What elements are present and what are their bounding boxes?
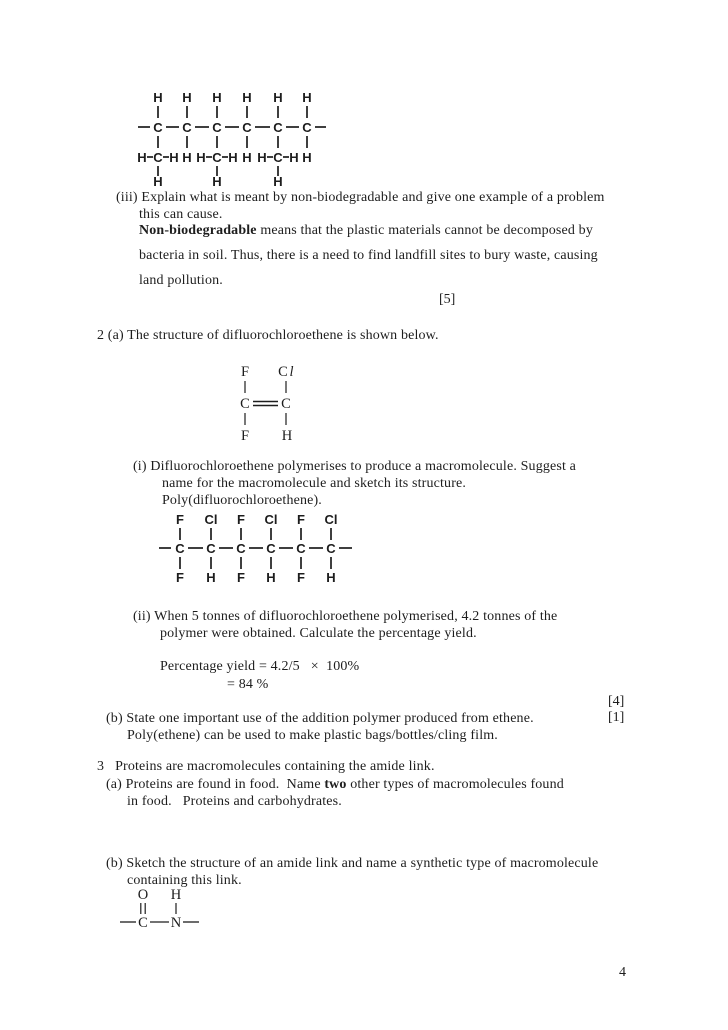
q3a-after-bold: other types of macromolecules found bbox=[346, 777, 564, 792]
atom-c: C bbox=[182, 120, 192, 135]
atom-f: F bbox=[237, 570, 245, 585]
atom-f: F bbox=[297, 570, 305, 585]
q1iii-answer-bold: Non-biodegradable bbox=[139, 223, 257, 238]
atom-c: C bbox=[212, 120, 222, 135]
atom-f: F bbox=[237, 512, 245, 527]
q1iii-question-line1: (iii) Explain what is meant by non-biodegradable and give one example of a problem bbox=[116, 190, 605, 205]
atom-c: C bbox=[281, 396, 291, 412]
atom-h: H bbox=[281, 428, 293, 444]
structure-polydifluorochloroethene bbox=[150, 508, 365, 590]
q2b-line: (b) State one important use of the addition polymer produced from ethene. bbox=[106, 711, 534, 726]
atom-f: F bbox=[176, 512, 184, 527]
atom-f: F bbox=[176, 570, 184, 585]
q1iii-answer-line1 bbox=[139, 222, 593, 239]
atom-f: F bbox=[240, 428, 250, 444]
atom-h: H bbox=[242, 90, 252, 105]
atom-h: H bbox=[228, 150, 238, 165]
atom-h: H bbox=[153, 174, 163, 189]
atom-c: C bbox=[153, 120, 163, 135]
atom-h: H bbox=[182, 150, 192, 165]
atom-cl: Cl bbox=[324, 512, 338, 527]
atom-cl: Cl bbox=[264, 512, 278, 527]
atom-c: C bbox=[175, 541, 185, 556]
q1iii-question-line2: this can cause. bbox=[139, 207, 223, 222]
q1iii-marks: [5] bbox=[439, 292, 456, 307]
atom-c: C bbox=[242, 120, 252, 135]
atom-f: F bbox=[297, 512, 305, 527]
atom-h: H bbox=[273, 174, 283, 189]
atom-h: H bbox=[242, 150, 252, 165]
atom-c: C bbox=[326, 541, 336, 556]
structure-polypropene bbox=[113, 85, 343, 187]
atom-h: H bbox=[153, 90, 163, 105]
q3a-line1 bbox=[106, 776, 564, 793]
structure-difluorochloroethene bbox=[225, 362, 315, 447]
atom-c: C bbox=[266, 541, 276, 556]
q2ii-calc-line2: = 84 % bbox=[227, 677, 269, 692]
q3b-line1: (b) Sketch the structure of an amide link and name a synthetic type of macromolecule bbox=[106, 856, 599, 871]
q2i-line2: name for the macromolecule and sketch its structure. bbox=[162, 476, 467, 491]
atom-h: H bbox=[137, 150, 147, 165]
page-number: 4 bbox=[619, 965, 627, 980]
atom-cl-l: l bbox=[289, 364, 294, 380]
atom-c: C bbox=[236, 541, 246, 556]
atom-c: C bbox=[302, 120, 312, 135]
atom-c: C bbox=[296, 541, 306, 556]
atom-h: H bbox=[206, 570, 216, 585]
atom-h: H bbox=[273, 90, 283, 105]
atom-h: H bbox=[289, 150, 299, 165]
q2ii-marks: [4] bbox=[608, 694, 625, 709]
q3b-line2: containing this link. bbox=[127, 873, 242, 888]
q1iii-answer-line3: land pollution. bbox=[139, 273, 223, 288]
atom-c: C bbox=[212, 150, 222, 165]
q2ii-line1: (ii) When 5 tonnes of difluorochloroethene polymerised, 4.2 tonnes of the bbox=[133, 609, 558, 624]
q3a-line2: in food. Proteins and carbohydrates. bbox=[127, 794, 342, 809]
q2ii-calc-line1: Percentage yield = 4.2/5 × 100% bbox=[160, 659, 360, 674]
atom-h: H bbox=[169, 150, 179, 165]
q2i-line1: (i) Difluorochloroethene polymerises to produce a macromolecule. Suggest a bbox=[133, 459, 577, 474]
atom-c: C bbox=[206, 541, 216, 556]
atom-c: C bbox=[153, 150, 163, 165]
atom-h: H bbox=[212, 174, 222, 189]
atom-c: C bbox=[273, 150, 283, 165]
atom-h: H bbox=[170, 887, 182, 903]
atom-c: C bbox=[273, 120, 283, 135]
atom-f: F bbox=[240, 364, 250, 380]
atom-h: H bbox=[212, 90, 222, 105]
atom-n: N bbox=[170, 915, 182, 931]
atom-o: O bbox=[137, 887, 149, 903]
structure-amide-link bbox=[112, 886, 207, 936]
atom-h: H bbox=[257, 150, 267, 165]
q2-intro: 2 (a) The structure of difluorochloroethene is shown below. bbox=[97, 328, 439, 343]
atom-c: C bbox=[240, 396, 250, 412]
q1iii-answer-rest: means that the plastic materials cannot be decomposed by bbox=[256, 223, 593, 238]
q2b-answer: Poly(ethene) can be used to make plastic bags/bottles/cling film. bbox=[127, 728, 498, 743]
q2b-marks: [1] bbox=[608, 710, 625, 725]
atom-h: H bbox=[326, 570, 336, 585]
q3a-before-bold: (a) Proteins are found in food. Name bbox=[106, 777, 325, 792]
atom-c: C bbox=[138, 915, 148, 931]
q2i-answer: Poly(difluorochloroethene). bbox=[162, 493, 322, 508]
q2ii-line2: polymer were obtained. Calculate the percentage yield. bbox=[160, 626, 477, 641]
atom-h: H bbox=[266, 570, 276, 585]
atom-cl-c: C bbox=[278, 364, 288, 380]
atom-cl: Cl bbox=[204, 512, 218, 527]
q1iii-answer-line2: bacteria in soil. Thus, there is a need to find landfill sites to bury waste, causing bbox=[139, 248, 598, 263]
atom-h: H bbox=[182, 90, 192, 105]
q3-intro: 3 Proteins are macromolecules containing the amide link. bbox=[97, 759, 435, 774]
atom-h: H bbox=[302, 90, 312, 105]
atom-h: H bbox=[302, 150, 312, 165]
atom-h: H bbox=[196, 150, 206, 165]
q3a-bold: two bbox=[324, 777, 347, 792]
